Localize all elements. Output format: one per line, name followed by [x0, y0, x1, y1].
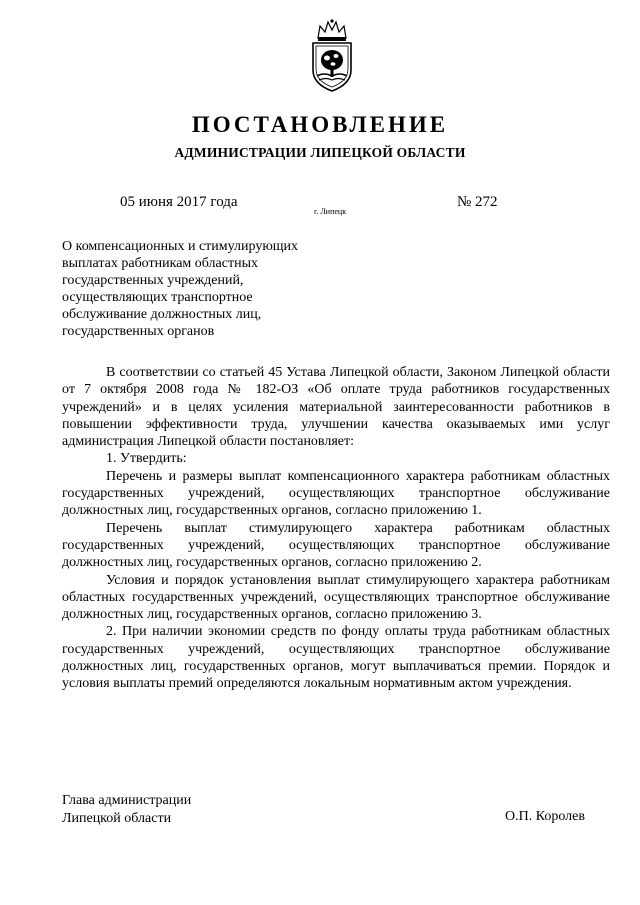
document-title: ПОСТАНОВЛЕНИЕ — [191, 112, 449, 137]
document-city: г. Липецк — [314, 207, 347, 216]
signature-name: О.П. Королев — [505, 809, 585, 824]
subject-line: государственных учреждений, — [62, 273, 244, 288]
document-subject — [62, 238, 332, 340]
body-paragraph: Перечень выплат стимулирующего характера работникам областных государственных учреждений, осуществляющих транспортное обслуживание должностных лиц, государственных органов, согласно приложению 2. — [62, 520, 610, 571]
subject-line: О компенсационных и стимулирующих — [62, 239, 299, 254]
body-paragraph: 1. Утвердить: — [106, 451, 187, 467]
signature-position-line: Липецкой области — [62, 810, 172, 826]
signature-position — [62, 792, 191, 827]
subject-line: обслуживание должностных лиц, — [62, 307, 262, 322]
subject-line: осуществляющих транспортное — [62, 290, 253, 305]
subject-line: выплатах работникам областных — [62, 256, 258, 271]
coat-of-arms-icon — [306, 18, 358, 94]
body-paragraph: Условия и порядок установления выплат стимулирующего характера работникам областных государственных учреждений, осуществляющих транспортное обслуживание должностных лиц, государственных органов, согласно приложению 3. — [62, 572, 610, 623]
document-subtitle: АДМИНИСТРАЦИИ ЛИПЕЦКОЙ ОБЛАСТИ — [174, 145, 466, 160]
subject-line: государственных органов — [62, 324, 215, 339]
document-date: 05 июня 2017 года — [120, 194, 238, 210]
document-body — [62, 364, 610, 693]
body-paragraph: Перечень и размеры выплат компенсационного характера работникам областных государственных учреждений, осуществляющих транспортное обслуживание должностных лиц, государственных органов, согласно приложению 1. — [62, 468, 610, 519]
document-number: № 272 — [457, 194, 498, 210]
signature-position-line: Глава администрации — [62, 793, 192, 808]
body-paragraph: 2. При наличии экономии средств по фонду оплаты труда работникам областных государственных учреждений, осуществляющих транспортное обслуживание должностных лиц, государственных органов, могут выплачиваться премии. Порядок и условия выплаты премий определяются локальным нормативным актом учреждения. — [62, 624, 610, 692]
body-paragraph: В соответствии со статьей 45 Устава Липецкой области, Законом Липецкой области от 7 октября 2008 года № 182-ОЗ «Об оплате труда работников государственных учреждений» и в целях усиления материальной заинтересованности работников в повышении эффективности труда, улучшении качества оказываемых ими услуг администрация Липецкой области постановляет: — [62, 365, 610, 450]
